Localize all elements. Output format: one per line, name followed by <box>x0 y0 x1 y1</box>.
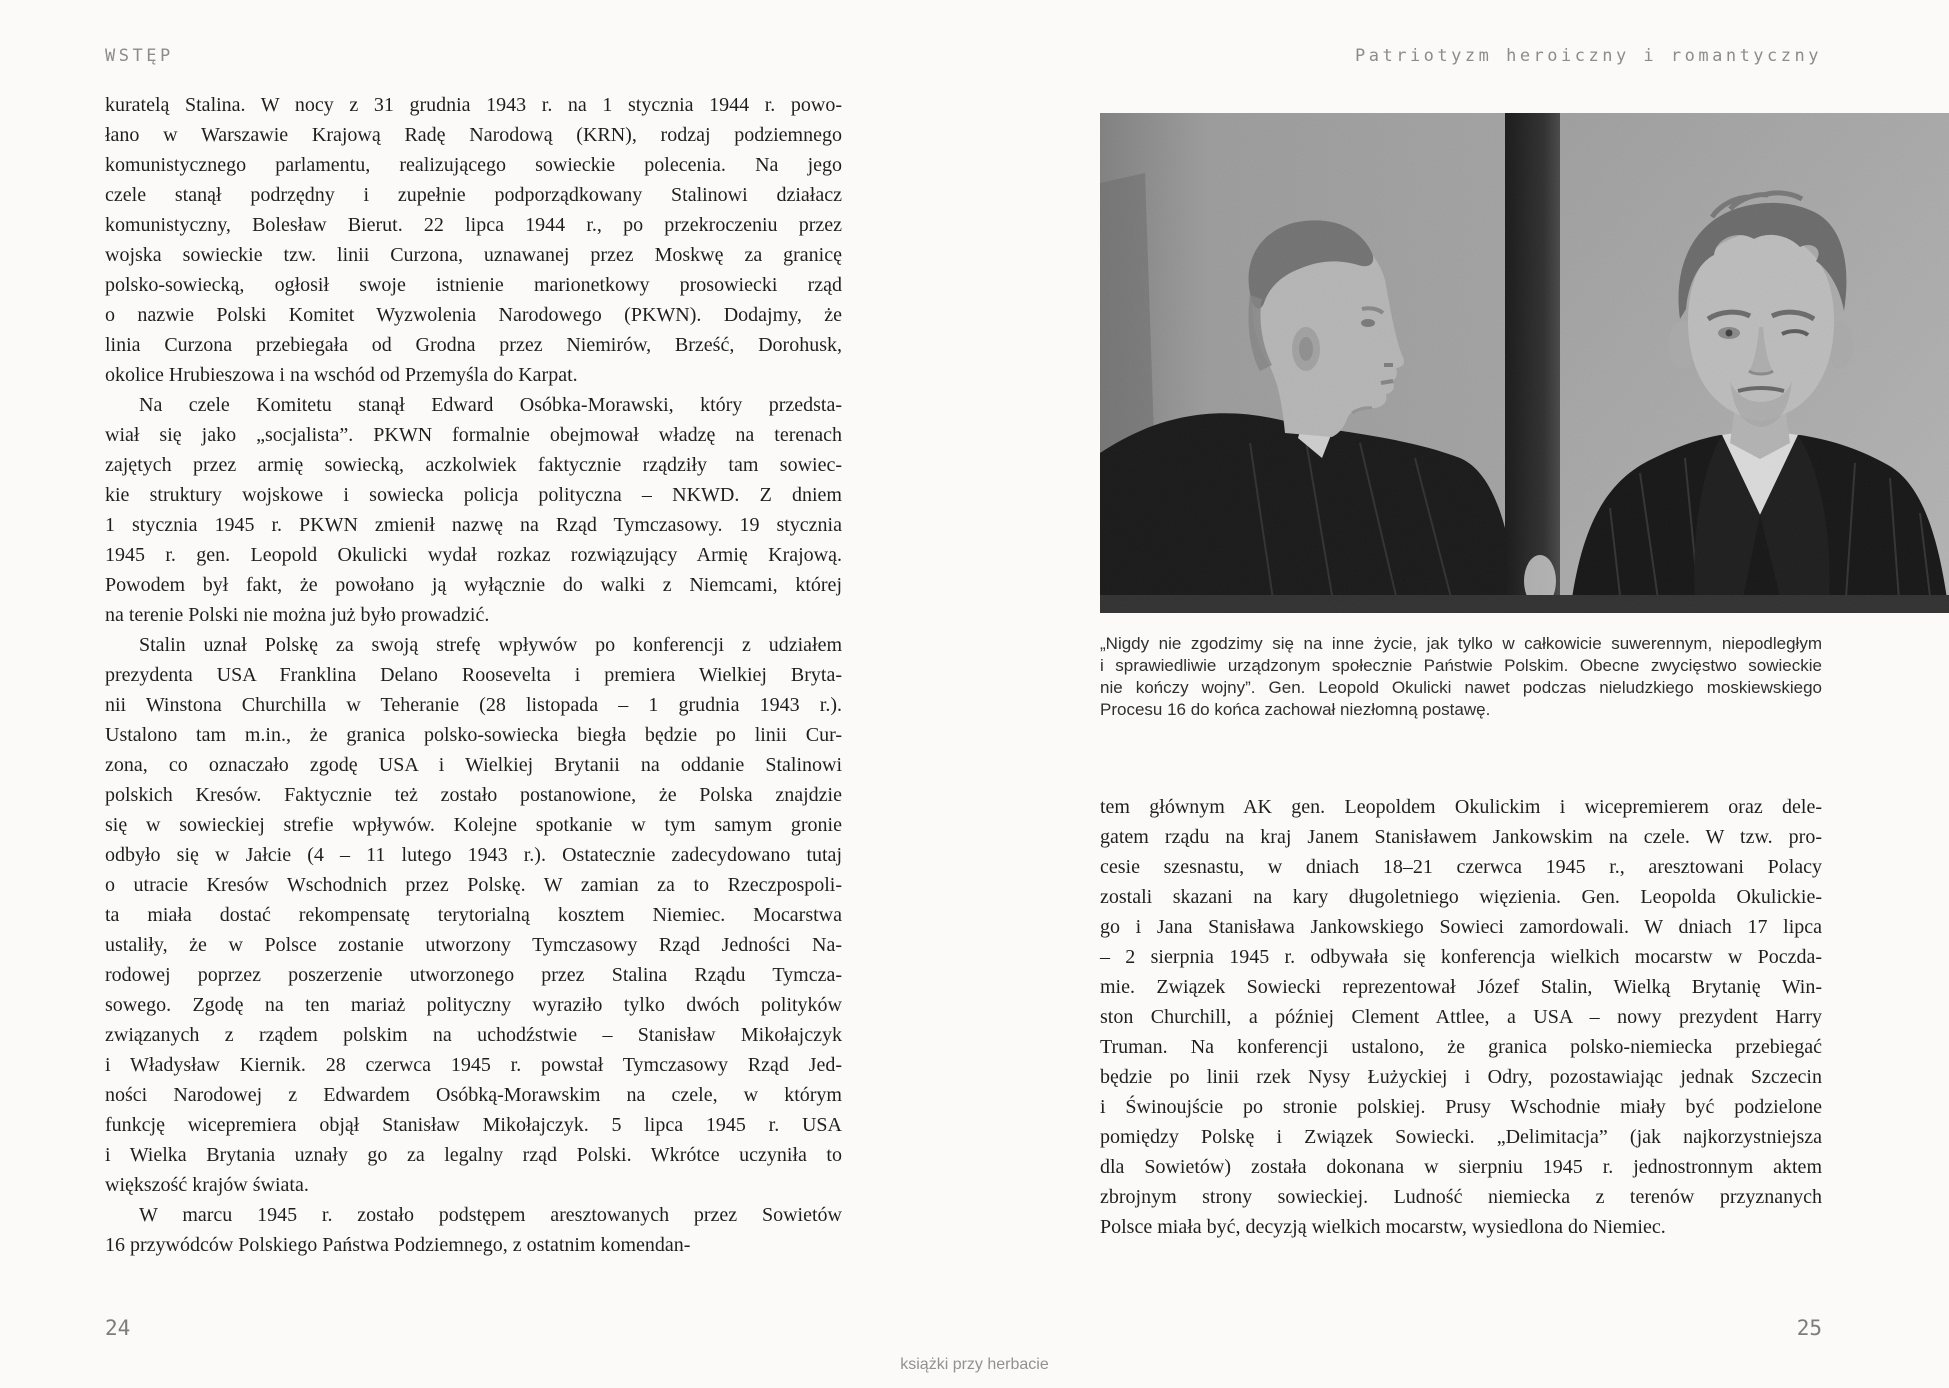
text-line: zajętych przez armię sowiecką, aczkolwiek faktycznie rządziły tam sowiec- <box>105 454 842 476</box>
text-line: na terenie Polski nie można już było prowadzić. <box>105 604 490 626</box>
text-line: go i Jana Stanisława Jankowskiego Sowieci zamordowali. W dniach 17 lipca <box>1100 916 1822 938</box>
left-page-body <box>105 90 842 1260</box>
photo-caption <box>1100 633 1822 721</box>
text-line: okolice Hrubieszowa i na wschód od Przemyśla do Karpat. <box>105 364 578 386</box>
text-line: zbrojnym strony sowieckiej. Ludność niemiecka z terenów przyznanych <box>1100 1186 1822 1208</box>
text-line: gatem rządu na kraj Janem Stanisławem Jankowskim na czele. W tzw. pro- <box>1100 826 1822 848</box>
text-line: rodowej poprzez poszerzenie utworzonego przez Stalina Rządu Tymcza- <box>105 964 842 986</box>
paragraph <box>1100 792 1822 1242</box>
paragraph <box>105 390 842 630</box>
text-line: zona, co oznaczało zgodę USA i Wielkiej Brytanii na oddanie Stalinowi <box>105 754 842 776</box>
text-line: Procesu 16 do końca zachował niezłomną postawę. <box>1100 700 1491 719</box>
text-line: mie. Związek Sowiecki reprezentował Józef Stalin, Wielką Brytanię Win- <box>1100 976 1822 998</box>
text-line: Na czele Komitetu stanął Edward Osóbka-Morawski, który przedsta- <box>139 394 842 416</box>
paragraph <box>1100 633 1822 721</box>
text-line: funkcję wicepremiera objął Stanisław Mikołajczyk. 5 lipca 1945 r. USA <box>105 1114 842 1136</box>
text-line: kie struktury wojskowe i sowiecka policja polityczna – NKWD. Z dniem <box>105 484 842 506</box>
watermark-text: książki przy herbacie <box>900 1356 1049 1373</box>
mugshot-photo <box>1100 113 1949 613</box>
text-line: kuratelą Stalina. W nocy z 31 grudnia 1943 r. na 1 stycznia 1944 r. powo- <box>105 94 842 116</box>
text-line: zostali skazani na kary długoletniego więzienia. Gen. Leopolda Okulickie- <box>1100 886 1822 908</box>
text-line: Truman. Na konferencji ustalono, że granica polsko-niemiecka przebiegać <box>1100 1036 1822 1058</box>
text-line: polskich Kresów. Faktycznie też zostało postanowione, że Polska znajdzie <box>105 784 842 806</box>
right-page-body <box>1100 792 1822 1242</box>
text-line: o nazwie Polski Komitet Wyzwolenia Narodowego (PKWN). Dodajmy, że <box>105 304 842 326</box>
text-line: 1945 r. gen. Leopold Okulicki wydał rozkaz rozwiązujący Armię Krajową. <box>105 544 842 566</box>
text-line: 16 przywódców Polskiego Państwa Podziemnego, z ostatnim komendan- <box>105 1234 691 1256</box>
text-line: odbyło się w Jałcie (4 – 11 lutego 1943 r.). Ostatecznie zadecydowano tutaj <box>105 844 842 866</box>
running-head-left: WSTĘP <box>105 46 174 66</box>
text-line: cesie szesnastu, w dniach 18–21 czerwca 1945 r., aresztowani Polacy <box>1100 856 1822 878</box>
page-number-right: 25 <box>1796 1316 1822 1340</box>
text-line: i Świnoujście po stronie polskiej. Prusy Wschodnie miały być podzielone <box>1100 1096 1822 1118</box>
text-line: nii Winstona Churchilla w Teheranie (28 listopada – 1 grudnia 1943 r.). <box>105 694 842 716</box>
text-line: dla Sowietów) została dokonana w sierpniu 1945 r. jednostronnym aktem <box>1100 1156 1822 1178</box>
text-line: wiał się jako „socjalista”. PKWN formalnie obejmował władzę na terenach <box>105 424 842 446</box>
text-line: ustaliły, że w Polsce zostanie utworzony Tymczasowy Rząd Jedności Na- <box>105 934 842 956</box>
text-line: związanych z rządem polskim na uchodźstwie – Stanisław Mikołajczyk <box>105 1024 842 1046</box>
text-line: prezydenta USA Franklina Delano Roosevelta i premiera Wielkiej Bryta- <box>105 664 842 686</box>
running-head-right: Patriotyzm heroiczny i romantyczny <box>1355 46 1822 66</box>
text-line: i Wielka Brytania uznały go za legalny rząd Polski. Wkrótce uczyniła to <box>105 1144 842 1166</box>
text-line: ta miała dostać rekompensatę terytorialną kosztem Niemiec. Mocarstwa <box>105 904 842 926</box>
text-line: Polsce miała być, decyzją wielkich mocarstw, wysiedlona do Niemiec. <box>1100 1216 1666 1238</box>
text-line: większość krajów świata. <box>105 1174 309 1196</box>
text-line: się w sowieckiej strefie wpływów. Kolejne spotkanie w tym samym gronie <box>105 814 842 836</box>
paragraph <box>105 630 842 1200</box>
text-line: czele stanął podrzędny i zupełnie podporządkowany Stalinowi działacz <box>105 184 842 206</box>
page-number-left: 24 <box>105 1316 131 1340</box>
text-line: polsko-sowiecką, ogłosił swoje istnienie marionetkowy prosowiecki rząd <box>105 274 842 296</box>
text-line: będzie po linii rzek Nysy Łużyckiej i Odry, pozostawiając jednak Szczecin <box>1100 1066 1822 1088</box>
text-line: 1 stycznia 1945 r. PKWN zmienił nazwę na Rząd Tymczasowy. 19 stycznia <box>105 514 842 536</box>
text-line: Ustalono tam m.in., że granica polsko-sowiecka biegła będzie po linii Cur- <box>105 724 842 746</box>
text-line: ston Churchill, a później Clement Attlee, a USA – nowy prezydent Harry <box>1100 1006 1822 1028</box>
text-line: sowego. Zgodę na ten mariaż polityczny wyraziło tylko dwóch polityków <box>105 994 842 1016</box>
text-line: „Nigdy nie zgodzimy się na inne życie, jak tylko w całkowicie suwerennym, niepodległym <box>1100 634 1822 653</box>
text-line: nie kończy wojny”. Gen. Leopold Okulicki nawet podczas nieludzkiego moskiewskiego <box>1100 678 1822 697</box>
text-line: komunistyczny, Bolesław Bierut. 22 lipca 1944 r., po przekroczeniu przez <box>105 214 842 236</box>
paragraph <box>105 1200 842 1260</box>
text-line: pomiędzy Polskę i Związek Sowiecki. „Delimitacja” (jak najkorzystniejsza <box>1100 1126 1822 1148</box>
text-line: komunistycznego parlamentu, realizującego sowieckie polecenia. Na jego <box>105 154 842 176</box>
text-line: o utracie Kresów Wschodnich przez Polskę. W zamian za to Rzeczpospoli- <box>105 874 842 896</box>
text-line: tem głównym AK gen. Leopoldem Okulickim i wicepremierem oraz dele- <box>1100 796 1822 818</box>
text-line: łano w Warszawie Krajową Radę Narodową (KRN), rodzaj podziemnego <box>105 124 842 146</box>
text-line: i Władysław Kiernik. 28 czerwca 1945 r. powstał Tymczasowy Rząd Jed- <box>105 1054 842 1076</box>
text-line: – 2 sierpnia 1945 r. odbywała się konferencja wielkich mocarstw w Poczda- <box>1100 946 1822 968</box>
text-line: i sprawiedliwie urządzonym społecznie Państwie Polskim. Obecne zwycięstwo sowieckie <box>1100 656 1822 675</box>
text-line: wojska sowieckie tzw. linii Curzona, uznawanej przez Moskwę za granicę <box>105 244 842 266</box>
text-line: W marcu 1945 r. zostało podstępem aresztowanych przez Sowietów <box>139 1204 842 1226</box>
text-line: Powodem był fakt, że powołano ją wyłącznie do walki z Niemcami, której <box>105 574 842 596</box>
text-line: Stalin uznał Polskę za swoją strefę wpływów po konferencji z udziałem <box>139 634 842 656</box>
text-line: linia Curzona przebiegała od Grodna przez Niemirów, Brześć, Dorohusk, <box>105 334 842 356</box>
paragraph <box>105 90 842 390</box>
text-line: ności Narodowej z Edwardem Osóbką-Morawskim na czele, w którym <box>105 1084 842 1106</box>
